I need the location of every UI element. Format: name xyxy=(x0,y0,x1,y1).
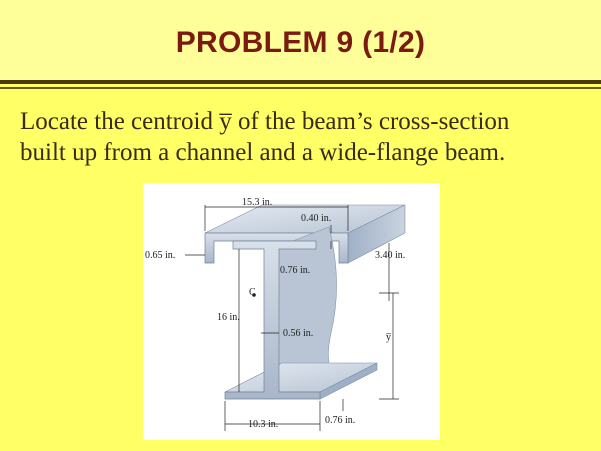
label-ybar: y̅ xyxy=(386,332,391,343)
label-channel-leg: 0.65 in. xyxy=(145,250,176,261)
label-bottom-flange-thickness: 0.76 in. xyxy=(325,415,356,426)
label-web-height: 16 in. xyxy=(217,312,240,323)
title-divider-thick xyxy=(0,80,601,84)
label-flange-width: 10.3 in. xyxy=(248,419,279,430)
label-channel-thickness: 0.40 in. xyxy=(301,213,332,224)
label-flange-thickness: 0.76 in. xyxy=(280,265,311,276)
beam-figure xyxy=(143,183,440,440)
beam-drawing xyxy=(143,183,440,440)
problem-statement xyxy=(20,106,590,168)
problem-line-1: Locate the centroid y̅ of the beam’s cross-section xyxy=(20,108,510,135)
page-title: PROBLEM 9 (1/2) xyxy=(175,26,426,59)
label-web-thickness: 0.56 in. xyxy=(283,328,314,339)
problem-line-2: built up from a channel and a wide-flange beam. xyxy=(20,139,506,166)
label-channel-depth: 3.40 in. xyxy=(375,250,406,261)
title-divider-thin xyxy=(0,87,601,89)
label-centroid: C xyxy=(249,287,256,298)
label-channel-width: 15.3 in. xyxy=(242,197,273,208)
